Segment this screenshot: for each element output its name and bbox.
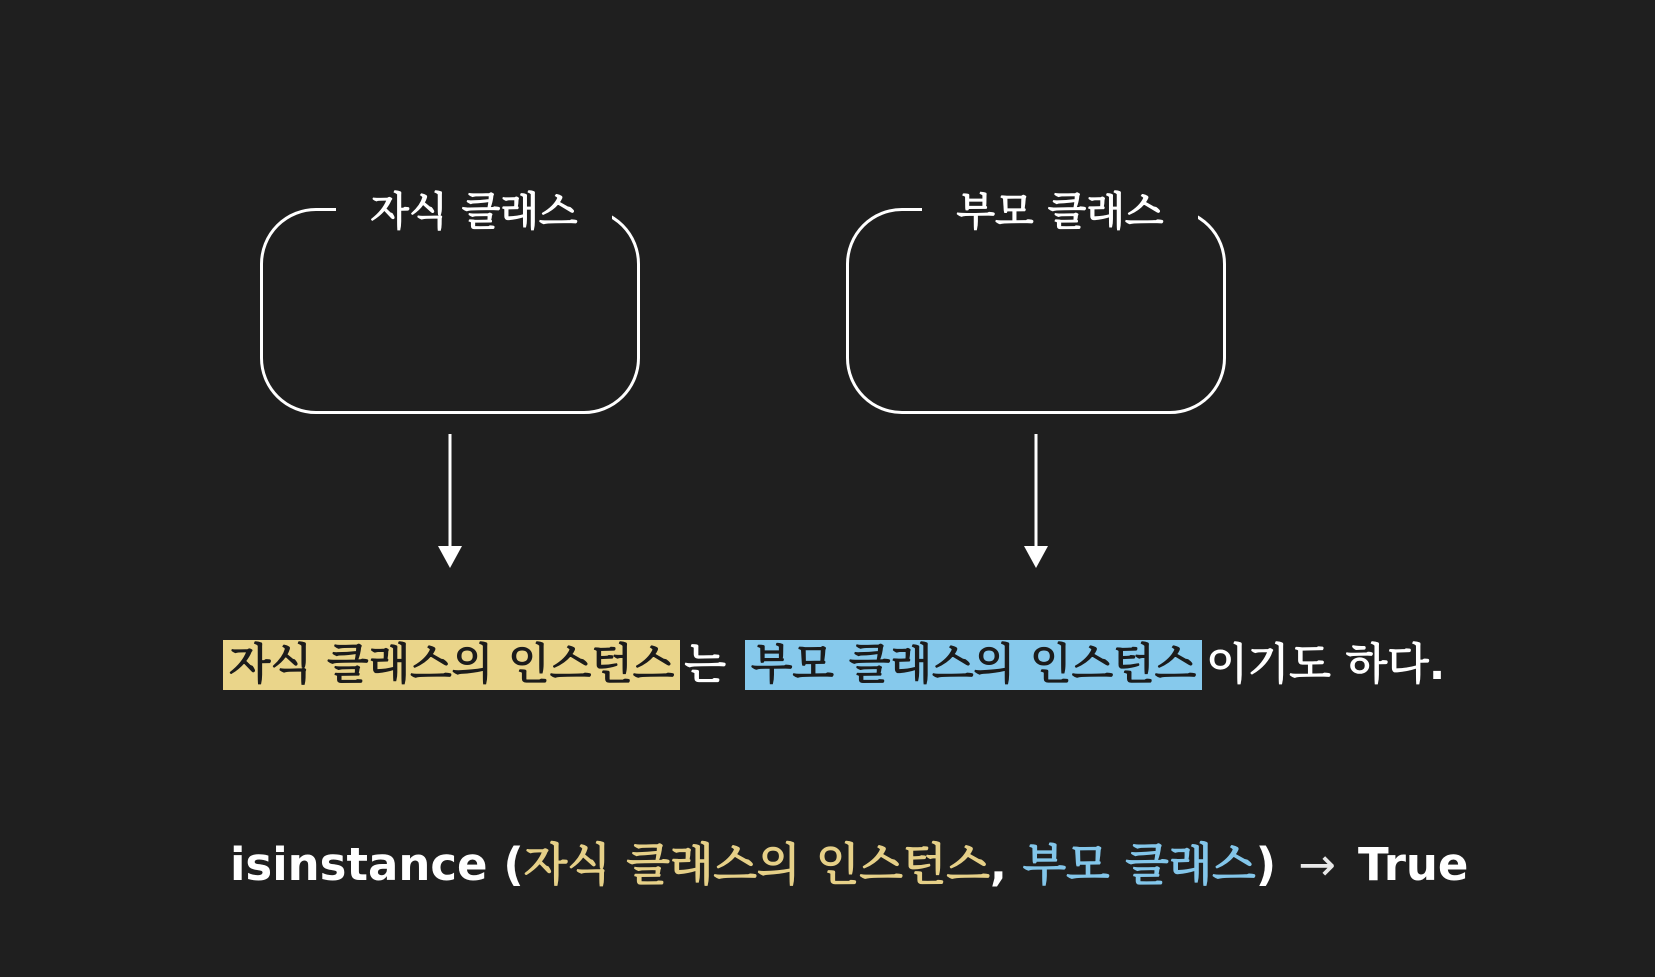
open-paren: (	[487, 838, 524, 891]
parent-down-arrow	[1016, 432, 1056, 572]
sentence-ending: 이기도 하다.	[1206, 640, 1446, 690]
particle-text: 는	[684, 640, 726, 690]
arg-child-instance: 자식 클래스의 인스턴스	[523, 838, 990, 891]
right-arrow-icon: →	[1298, 838, 1336, 891]
isinstance-expression	[230, 835, 1468, 895]
close-paren: )	[1255, 838, 1277, 891]
child-instance-highlight: 자식 클래스의 인스턴스	[223, 640, 680, 690]
function-name: isinstance	[230, 838, 488, 891]
parent-instance-highlight: 부모 클래스의 인스턴스	[745, 640, 1202, 690]
arg-parent-class: 부모 클래스	[1006, 838, 1256, 891]
parent-class-box	[846, 208, 1226, 414]
result-true: True	[1357, 838, 1469, 891]
child-class-box	[260, 208, 640, 414]
parent-class-label: 부모 클래스	[922, 188, 1198, 236]
statement-sentence	[223, 634, 1449, 696]
child-class-label: 자식 클래스	[336, 188, 612, 236]
child-down-arrow	[430, 432, 470, 572]
comma: ,	[989, 838, 1007, 891]
